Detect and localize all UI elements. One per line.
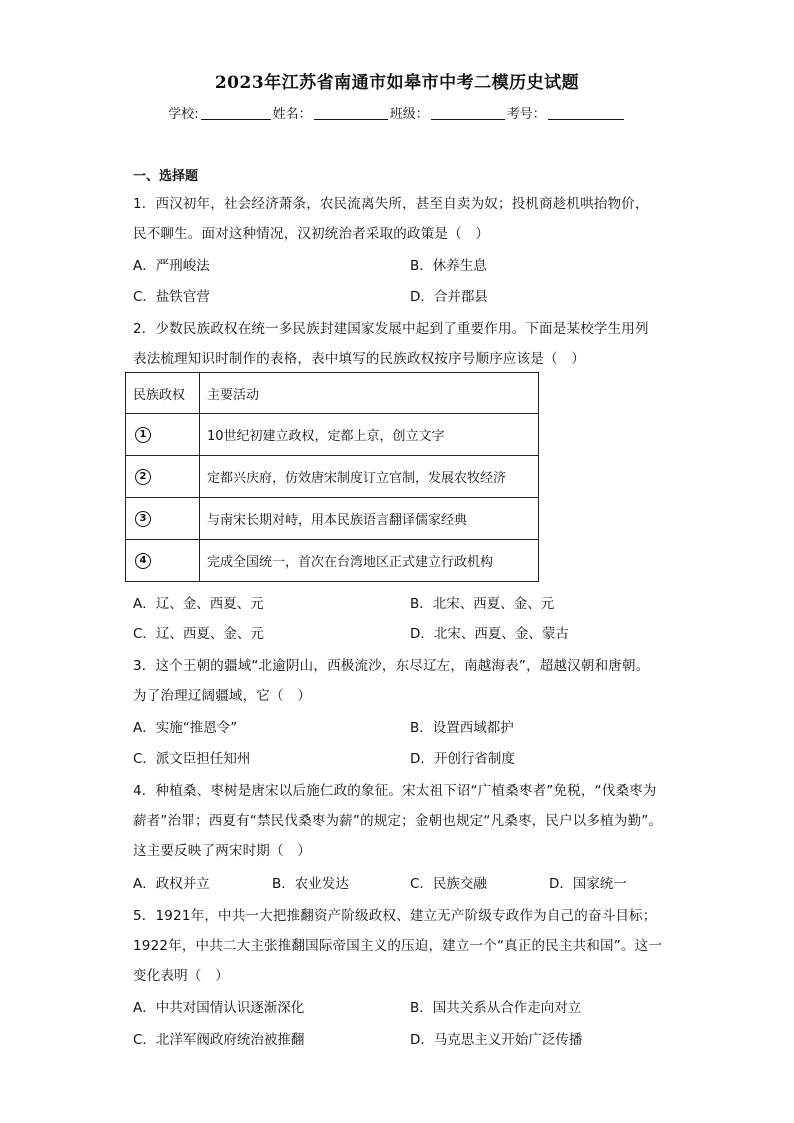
table-cell-activity: 10世纪初建立政权，定都上京，创立文字 [200,414,539,456]
q4-option-a: A．政权并立 [133,876,210,892]
q4-option-b: B．农业发达 [272,876,349,892]
table-row [126,498,539,540]
circled-number: 2 [135,469,151,485]
q5-stem-line2: 1922年，中共二大主张推翻国际帝国主义的压迫，建立一个“真正的民主共和国”。这一 [133,938,663,954]
q2-stem-line1: 2．少数民族政权在统一多民族封建国家发展中起到了重要作用。下面是某校学生用列 [133,321,649,337]
q4-stem-line1: 4．种植桑、枣树是唐宋以后施仁政的象征。宋太祖下诏“广植桑枣者”免税，“伐桑枣为 [133,783,657,799]
q1-option-b: B．休养生息 [410,258,487,274]
q3-option-d: D．开创行省制度 [410,751,515,767]
q5-option-a: A．中共对国情认识逐渐深化 [133,1000,305,1016]
q2-stem-line2: 表法梳理知识时制作的表格，表中填写的民族政权按序号顺序应该是（ ） [133,351,586,367]
q5-option-b: B．国共关系从合作走向对立 [410,1000,582,1016]
q1-option-c: C．盐铁官营 [133,289,210,305]
table-header-row [126,373,539,414]
circled-number: 4 [135,553,151,569]
q5-stem-line1: 5．1921年，中共一大把推翻资产阶级政权、建立无产阶级专政作为自己的奋斗目标； [133,908,657,924]
q2-option-c: C．辽、西夏、金、元 [133,626,264,642]
q3-stem-line1: 3．这个王朝的疆域“北逾阴山，西极流沙，东尽辽左，南越海表”，超越汉朝和唐朝。 [133,658,650,674]
section-heading: 一、选择题 [133,169,199,184]
q4-stem-line3: 这主要反映了两宋时期（ ） [133,843,312,859]
table-row [126,456,539,498]
q2-option-d: D．北宋、西夏、金、蒙古 [410,626,569,642]
school-blank [201,105,271,120]
q5-stem-line3: 变化表明（ ） [133,968,229,984]
q5-option-d: D．马克思主义开始广泛传播 [410,1032,583,1048]
exam-no-blank [548,105,624,120]
name-label: 姓名： [272,107,312,122]
q5-option-c: C．北洋军阀政府统治被推翻 [133,1032,305,1048]
exam-no-label: 考号： [506,107,546,122]
q4-option-c: C．民族交融 [410,876,487,892]
school-label: 学校: [168,107,199,122]
regime-table [125,372,539,582]
q2-option-a: A．辽、金、西夏、元 [133,596,264,612]
q2-option-b: B．北宋、西夏、金、元 [410,596,555,612]
name-blank [314,105,388,120]
table-row [126,414,539,456]
q3-option-a: A．实施“推恩令” [133,720,238,736]
table-header-cell: 主要活动 [200,373,539,414]
table-header-cell: 民族政权 [126,373,200,414]
class-blank [431,105,505,120]
q1-option-d: D．合并郡县 [410,289,488,305]
q4-option-d: D．国家统一 [549,876,627,892]
class-label: 班级： [389,107,429,122]
q4-stem-line2: 薪者”治罪；西夏有“禁民伐桑枣为薪”的规定；金朝也规定“凡桑枣，民户以多植为勤”。 [133,813,663,829]
q1-stem-line1: 1．西汉初年，社会经济萧条，农民流离失所，甚至自卖为奴；投机商趁机哄抬物价， [133,196,649,212]
q3-stem-line2: 为了治理辽阔疆域，它（ ） [133,688,312,704]
table-cell-activity: 完成全国统一，首次在台湾地区正式建立行政机构 [200,540,539,582]
table-cell-activity: 定都兴庆府，仿效唐宋制度订立官制，发展农牧经济 [200,456,539,498]
page-title: 2023年江苏省南通市如皋市中考二模历史试题 [214,73,580,93]
q3-option-b: B．设置西域都护 [410,720,514,736]
q3-option-c: C．派文臣担任知州 [133,751,251,767]
circled-number: 3 [135,511,151,527]
table-cell-activity: 与南宋长期对峙，用本民族语言翻译儒家经典 [200,498,539,540]
table-row [126,540,539,582]
q1-stem-line2: 民不聊生。面对这种情况，汉初统治者采取的政策是（ ） [133,226,490,242]
q1-option-a: A．严刑峻法 [133,258,210,274]
student-info-line [0,103,794,122]
circled-number: 1 [135,427,151,443]
